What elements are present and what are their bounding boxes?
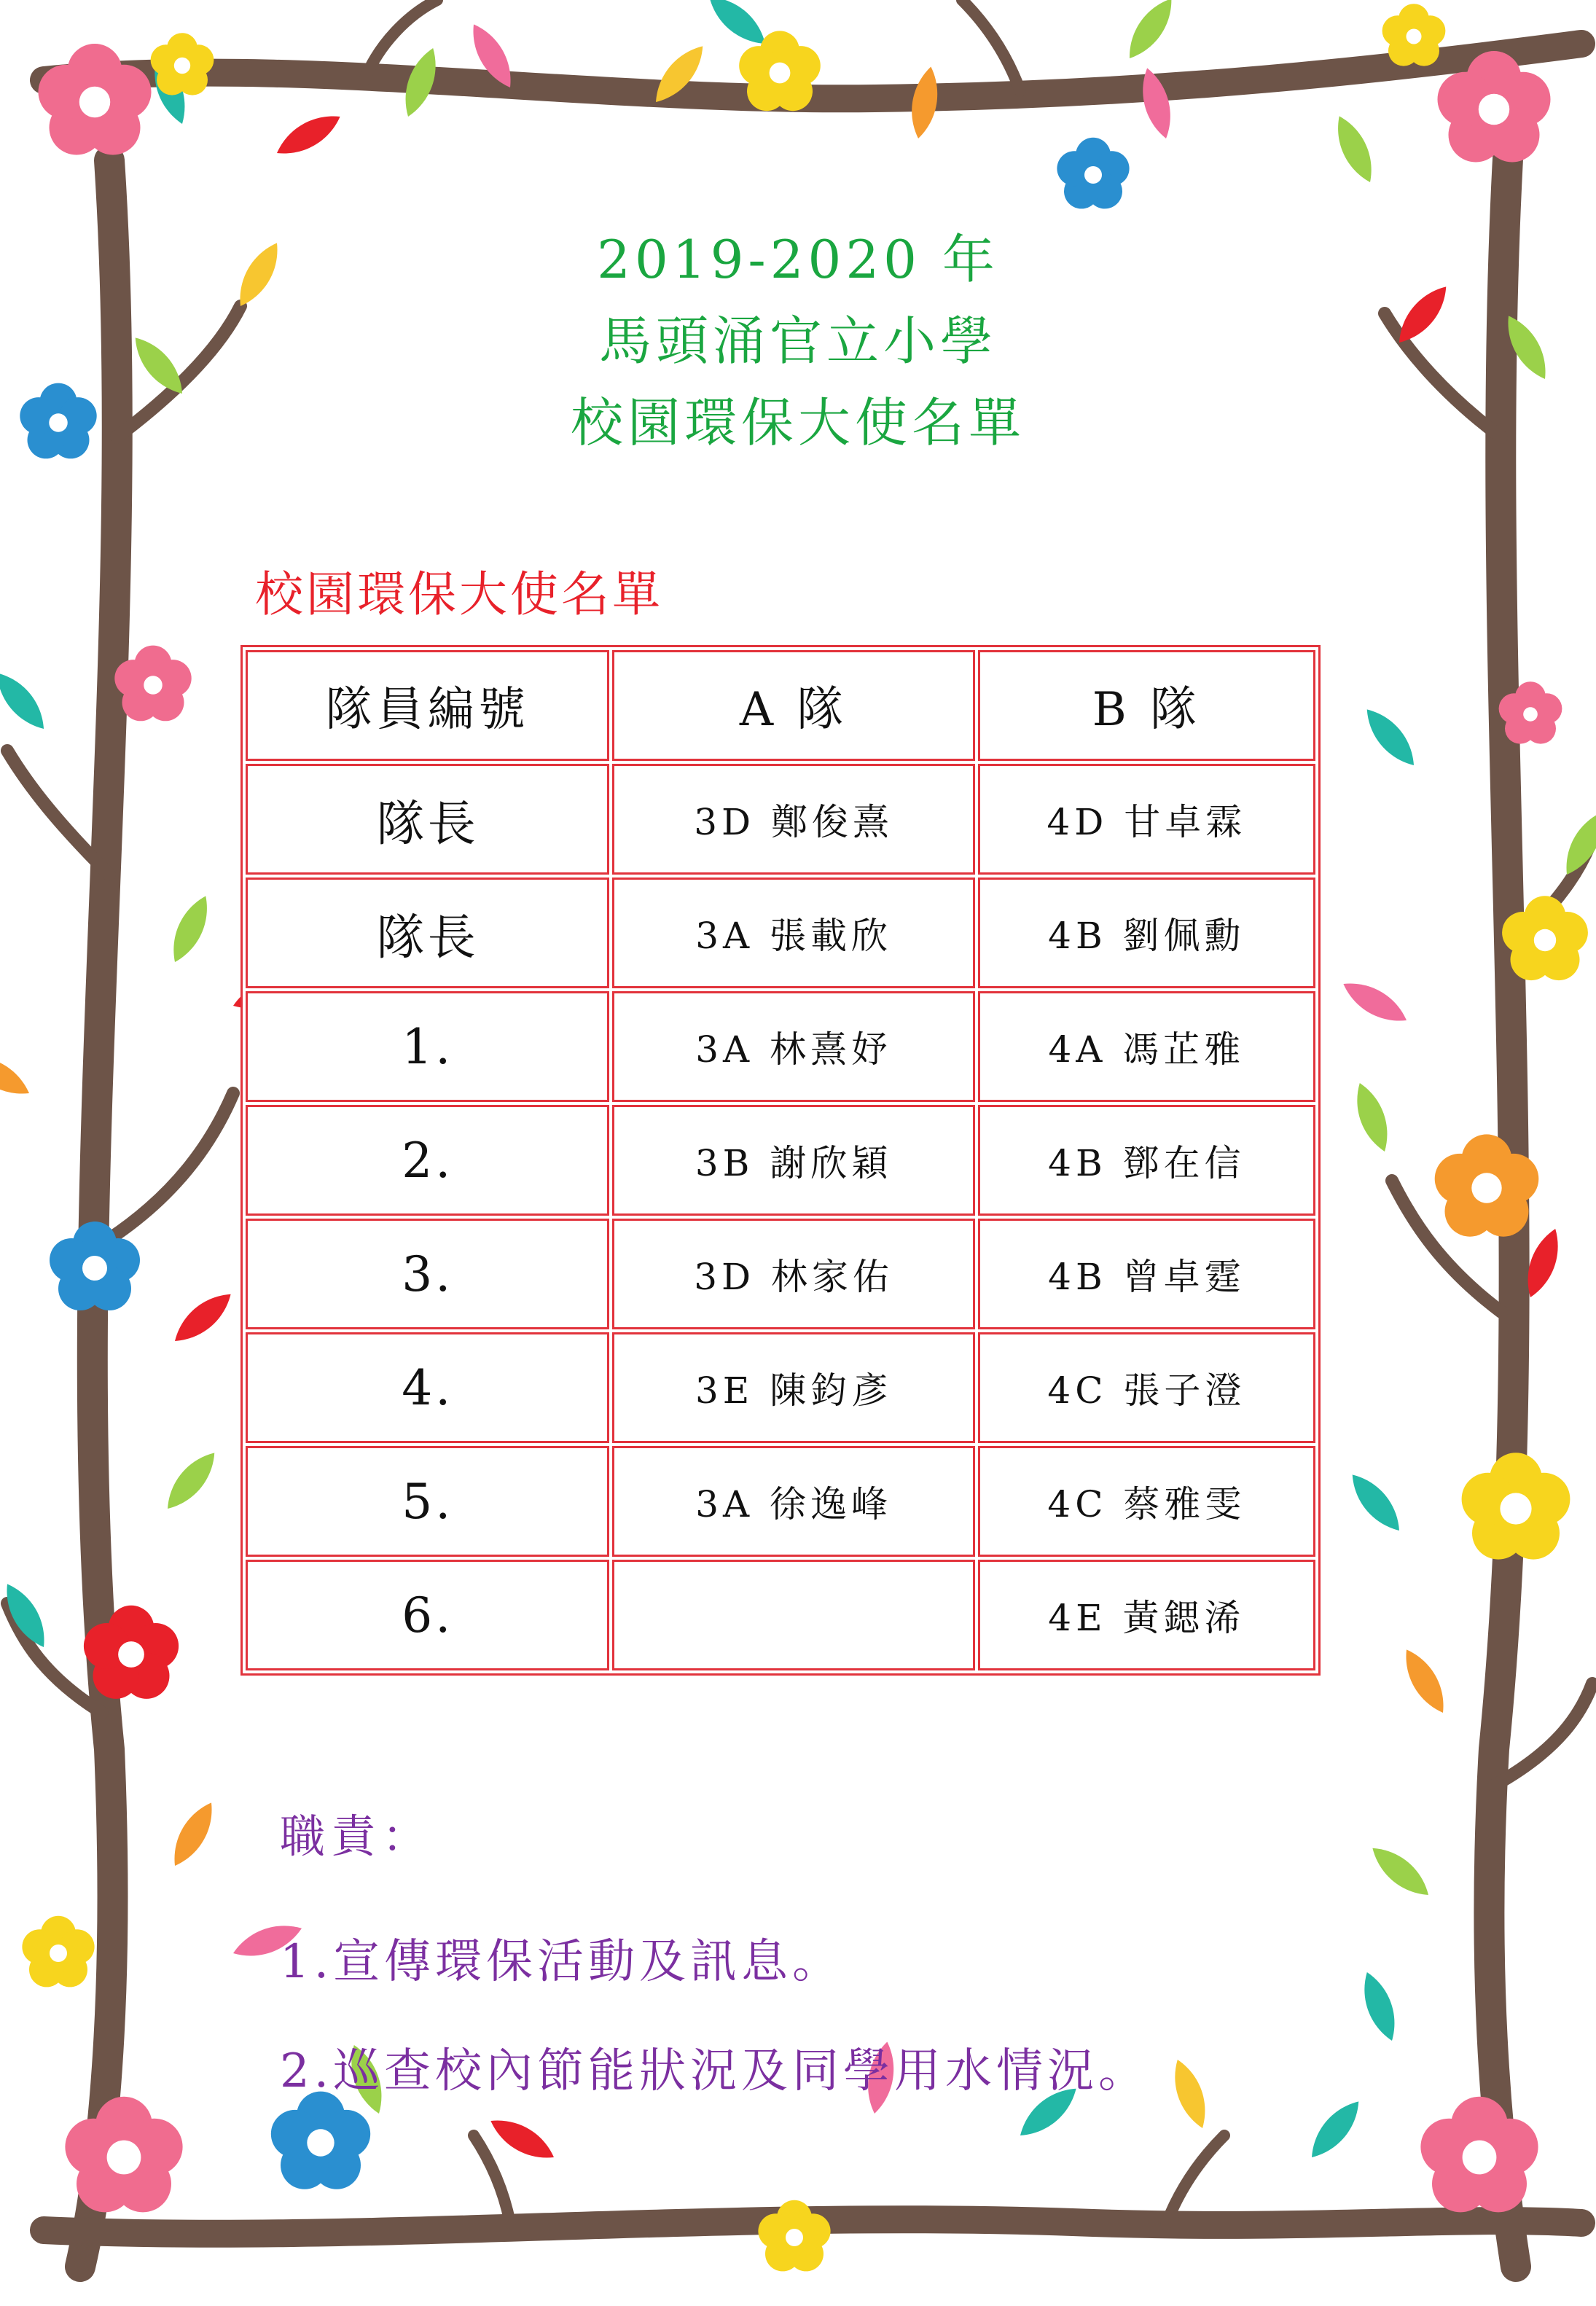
duties-section: [280, 1800, 1149, 2126]
title-list-name: 校園環保大使名單: [570, 392, 1025, 453]
team-a-member: 3A 張載欣: [612, 878, 974, 988]
row-label: 1.: [246, 991, 609, 1102]
header-team-a: A 隊: [612, 650, 974, 761]
table-header-row: [246, 650, 1315, 761]
team-a-member: [612, 1560, 974, 1670]
row-label: 隊長: [246, 878, 609, 988]
team-a-member: 3A 徐逸峰: [612, 1446, 974, 1557]
table-row: [246, 1446, 1315, 1557]
table-row: [246, 991, 1315, 1102]
row-label: 5.: [246, 1446, 609, 1557]
team-b-member: 4D 甘卓霖: [978, 764, 1315, 875]
team-a-member: 3B 謝欣穎: [612, 1105, 974, 1216]
team-a-member: 3D 鄭俊熹: [612, 764, 974, 875]
team-a-member: 3A 林熹妤: [612, 991, 974, 1102]
table-row: [246, 1105, 1315, 1216]
row-label: 2.: [246, 1105, 609, 1216]
table-row: [246, 878, 1315, 988]
table-row: [246, 764, 1315, 875]
team-a-member: 3E 陳鈞彥: [612, 1332, 974, 1443]
row-label: 隊長: [246, 764, 609, 875]
table-row: [246, 1332, 1315, 1443]
team-b-member: 4E 黃鍶浠: [978, 1560, 1315, 1670]
header-member-number: 隊員編號: [246, 650, 609, 761]
row-label: 3.: [246, 1219, 609, 1329]
table-row: [246, 1219, 1315, 1329]
duties-heading: 職責：: [280, 1810, 434, 1863]
table-row: [246, 1560, 1315, 1670]
team-b-member: 4B 鄧在信: [978, 1105, 1315, 1216]
row-label: 4.: [246, 1332, 609, 1443]
header-team-b: B 隊: [978, 650, 1315, 761]
roster-table: [240, 645, 1321, 1676]
roster-heading: 校園環保大使名單: [255, 566, 663, 622]
team-b-member: 4C 張子澄: [978, 1332, 1315, 1443]
title-school-name: 馬頭涌官立小學: [598, 310, 997, 372]
document-title: [0, 219, 1596, 464]
team-b-member: 4B 劉佩勳: [978, 878, 1315, 988]
team-a-member: 3D 林家佑: [612, 1219, 974, 1329]
duty-item: 2.巡查校內節能狀況及同學用水情況。: [280, 2044, 1150, 2098]
team-b-member: 4A 馮芷雅: [978, 991, 1315, 1102]
team-b-member: 4B 曾卓霆: [978, 1219, 1315, 1329]
row-label: 6.: [246, 1560, 609, 1670]
team-b-member: 4C 蔡雅雯: [978, 1446, 1315, 1557]
title-year: 2019-2020 年: [597, 229, 999, 290]
duty-item: 1.宣傳環保活動及訊息。: [280, 1935, 844, 1989]
